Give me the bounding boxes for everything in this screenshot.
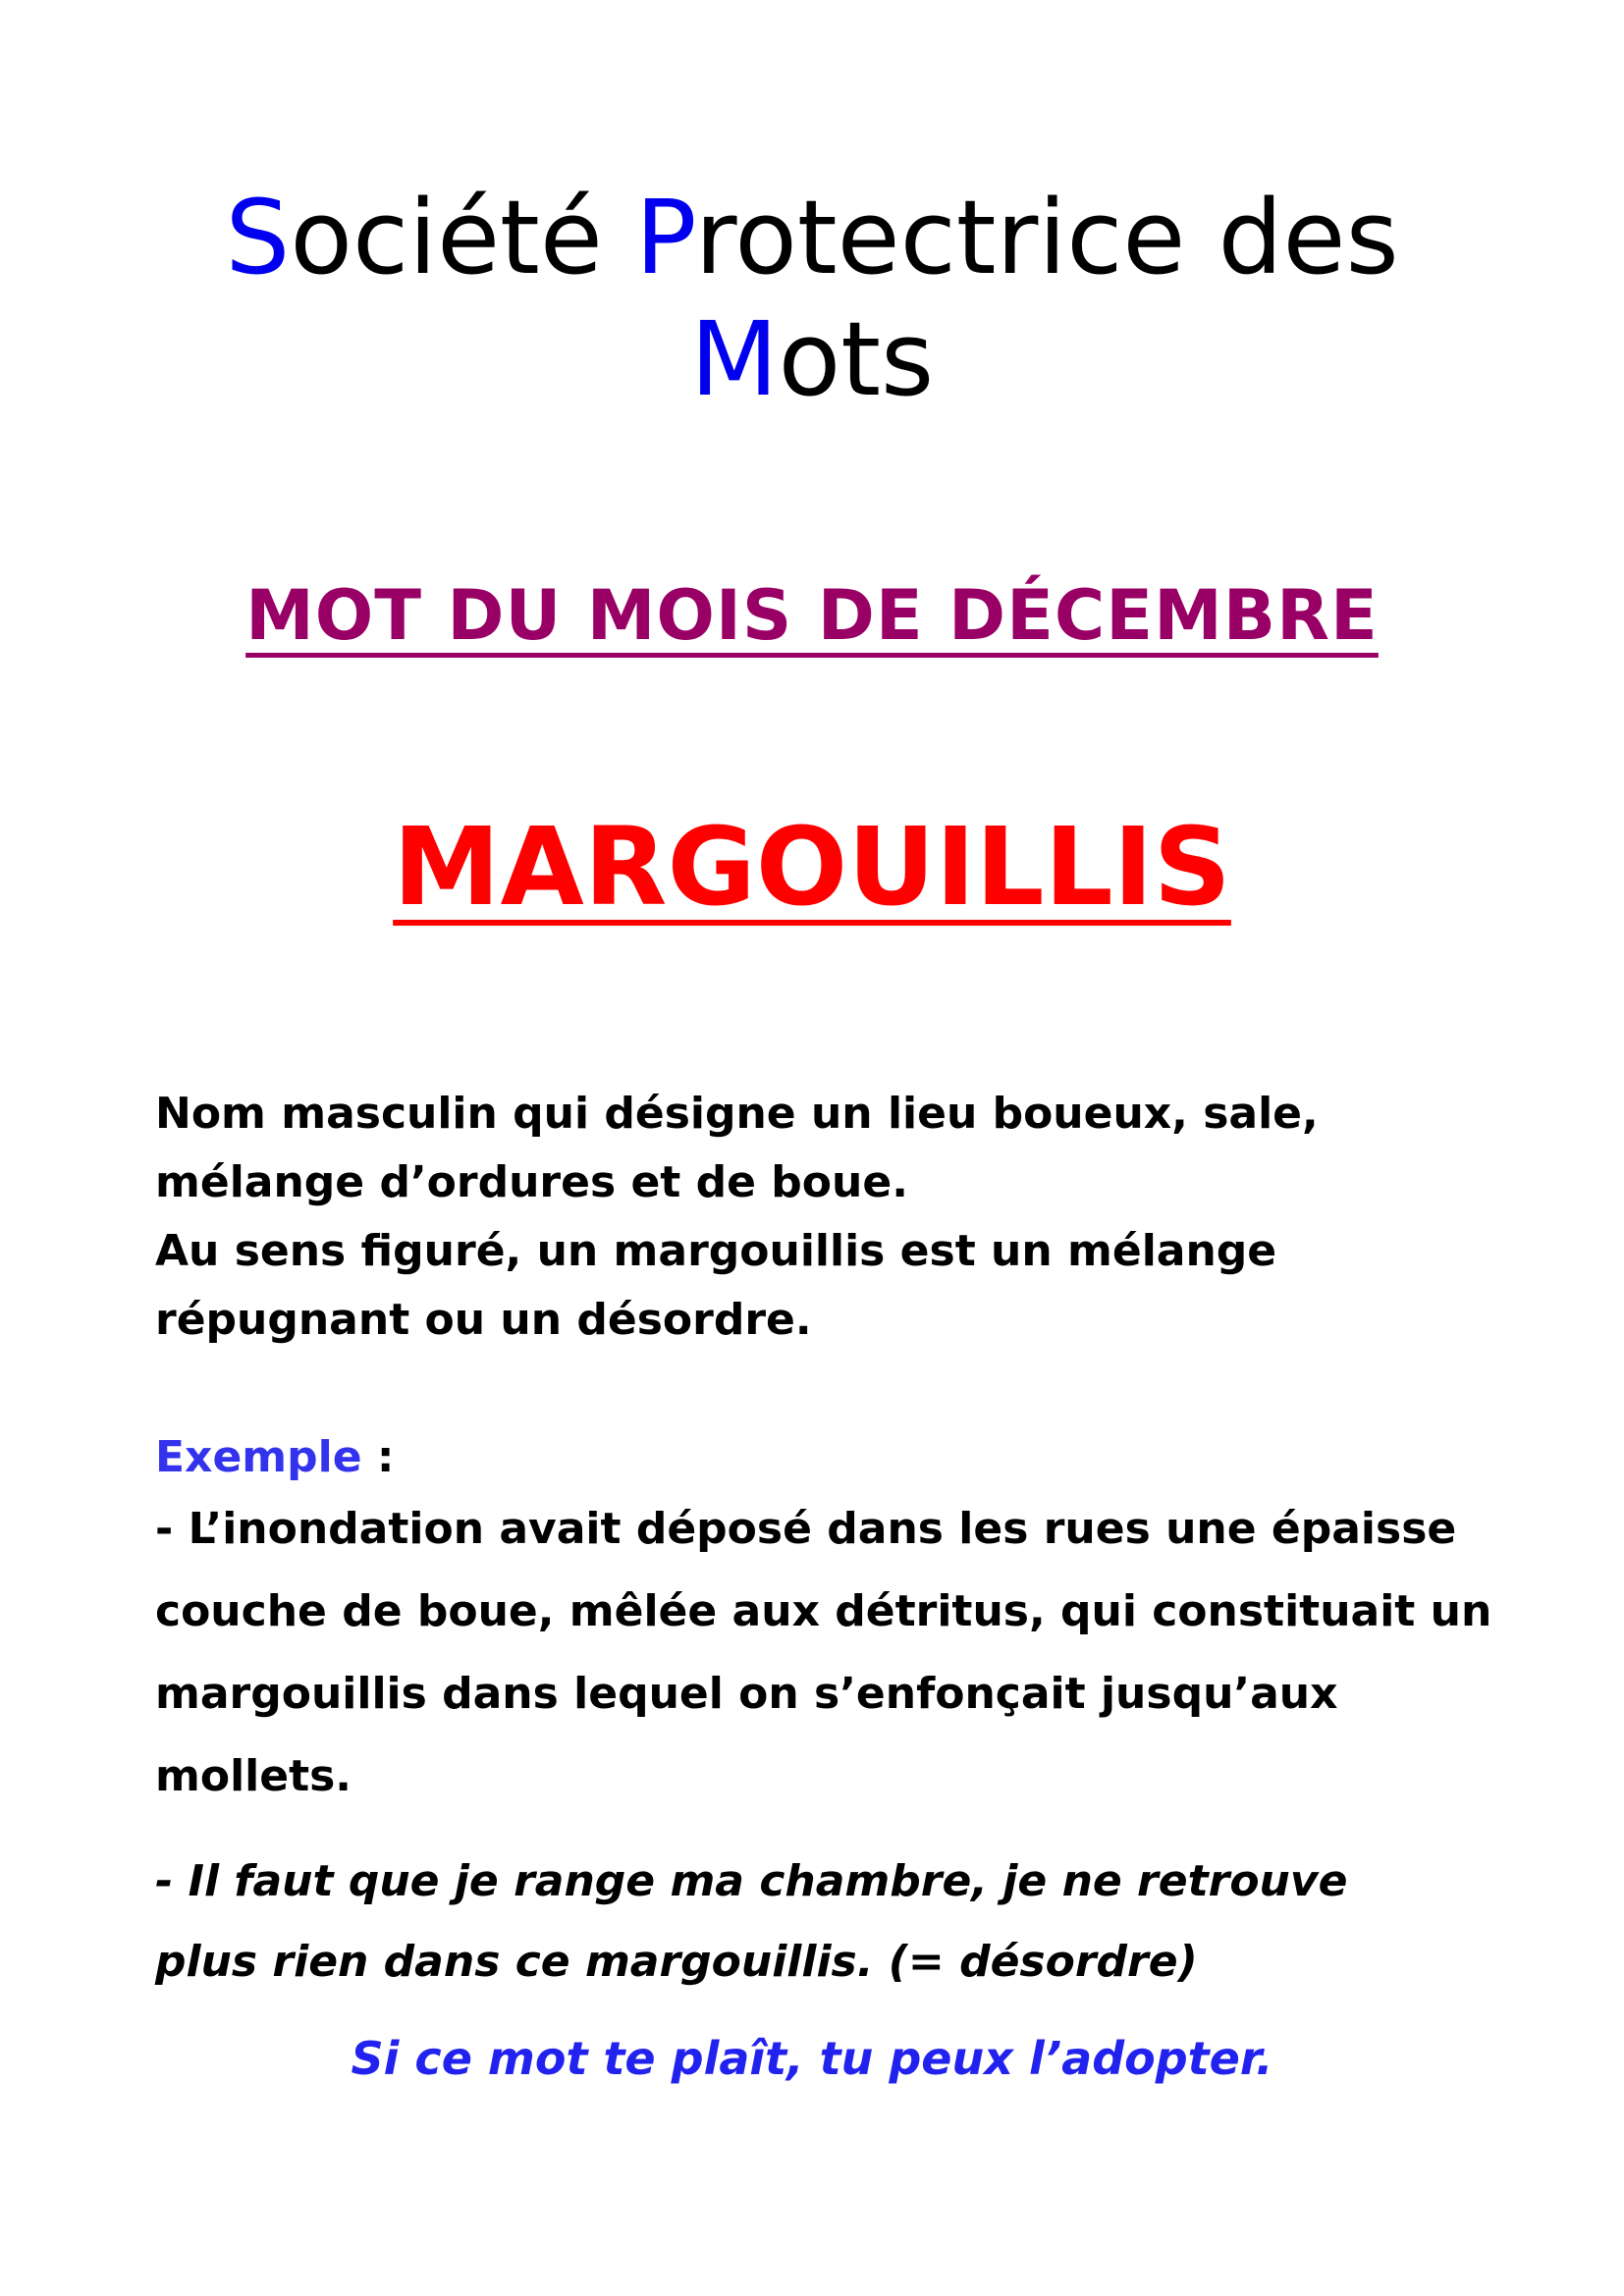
title-word-protectrice: rotectrice <box>694 178 1186 297</box>
title-word-societe: ociété <box>290 178 603 297</box>
title-initial-m: M <box>689 299 779 419</box>
definition-line: répugnant ou un désordre. <box>155 1295 812 1345</box>
example-2-line: - Il faut que je range ma chambre, je ne retrouve <box>155 1856 1348 1906</box>
example-heading <box>155 1423 394 1492</box>
definition <box>155 1080 1530 1355</box>
example-1-line: couche de boue, mêlée aux détritus, qui constituait un <box>155 1586 1492 1636</box>
title-line-2 <box>79 298 1545 420</box>
example-1-line: margouillis dans lequel on s’enfonçait jusqu’aux <box>155 1669 1338 1719</box>
title-word-mots: ots <box>778 299 935 419</box>
example-colon: : <box>361 1432 395 1482</box>
subtitle-text: MOT DU MOIS DE DÉCEMBRE <box>245 575 1379 656</box>
example-1-line: mollets. <box>155 1751 352 1801</box>
example-label: Exemple <box>155 1432 362 1482</box>
subtitle <box>0 571 1624 660</box>
closing-message: Si ce mot te plaît, tu peux l’adopter. <box>351 2032 1273 2085</box>
word-text: MARGOUILLIS <box>393 804 1231 930</box>
example-2-line: plus rien dans ce margouillis. (= désordre) <box>155 1937 1198 1987</box>
title-line-1 <box>79 177 1545 298</box>
page-title <box>79 177 1545 420</box>
title-word-des: des <box>1218 178 1399 297</box>
word-of-month <box>0 803 1624 931</box>
definition-line: Au sens figuré, un margouillis est un mélange <box>155 1226 1277 1276</box>
definition-line: mélange d’ordures et de boue. <box>155 1157 908 1207</box>
title-initial-s: S <box>225 178 291 297</box>
definition-line: Nom masculin qui désigne un lieu boueux, sale, <box>155 1089 1319 1139</box>
title-initial-p: P <box>634 178 695 297</box>
example-2 <box>155 1842 1549 2002</box>
example-1-line: - L’inondation avait déposé dans les rues une épaisse <box>155 1504 1457 1554</box>
example-1 <box>155 1488 1549 1818</box>
